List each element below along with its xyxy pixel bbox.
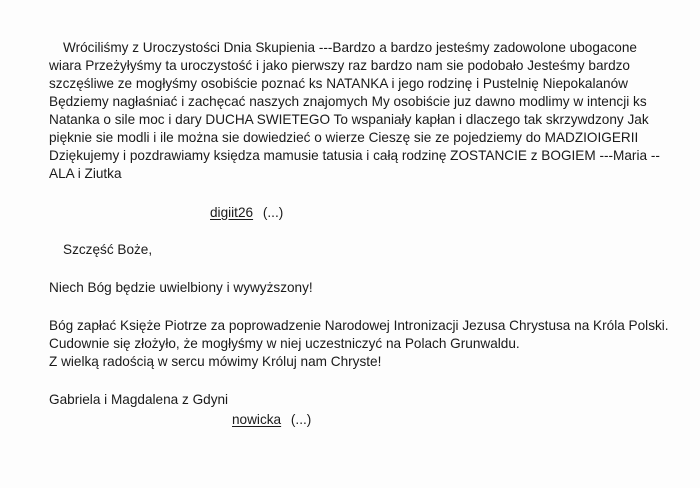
letter-two-line: Bóg zapłać Księże Piotrze za poprowadzenie Narodowej Intronizacji Jezusa Chrystusa na Króla Polski. <box>49 318 669 333</box>
letter-one-line: pięknie sie modli i ile można sie dowiedzieć o wierze Cieszę sie ze pojedziemy do MADZIOIGERII <box>49 130 639 145</box>
letter-one-line: Natanka o sile moc i dary DUCHA SWIETEGO To wspaniały kapłan i dlaczego tak skrzywdzony Jak <box>49 112 649 127</box>
letter-one-line: Wróciliśmy z Uroczystości Dnia Skupienia ---Bardzo a bardzo jesteśmy zadowolone ubogacone <box>63 40 637 55</box>
letter-two-greeting: Szczęść Boże, <box>63 242 153 257</box>
letter-one-signature <box>210 204 283 222</box>
letter-one-line: Dziękujemy i pozdrawiamy księdza mamusie tatusia i całą rodzinę ZOSTANCIE z BOGIEM ---Maria -- <box>49 148 660 163</box>
letter-one-line: szczęśliwe ze mogłyśmy osobiście poznać ks NATANKA i jego rodzinę i Pustelnię Niepokalanów <box>49 76 628 91</box>
read-more-ellipsis: (...) <box>290 412 312 427</box>
letter-two-line: Z wielką radością w sercu mówimy Króluj nam Chryste! <box>49 354 382 369</box>
letter-two-signature <box>232 411 311 429</box>
letter-two-line: Cudownie się złożyło, że mogłyśmy w niej uczestniczyć na Polach Grunwaldu. <box>49 336 520 351</box>
read-more-ellipsis: (...) <box>262 205 284 220</box>
letter-one-line: ALA i Ziutka <box>49 166 122 181</box>
letter-one-line: Będziemy nagłaśniać i zachęcać naszych znajomych My osobiście juz dawno modlimy w intencji ks <box>49 94 647 109</box>
letter-two-closing: Gabriela i Magdalena z Gdyni <box>49 392 229 407</box>
letter-one-line: wiara Przeżyłyśmy ta uroczystość i jako pierwszy raz bardzo nam sie podobało Jesteśmy bardzo <box>49 58 630 73</box>
author-link-nowicka[interactable]: nowicka <box>232 412 282 427</box>
author-link-digiit26[interactable]: digiit26 <box>210 205 254 220</box>
letter-two-blessing: Niech Bóg będzie uwielbiony i wywyższony! <box>49 280 313 295</box>
